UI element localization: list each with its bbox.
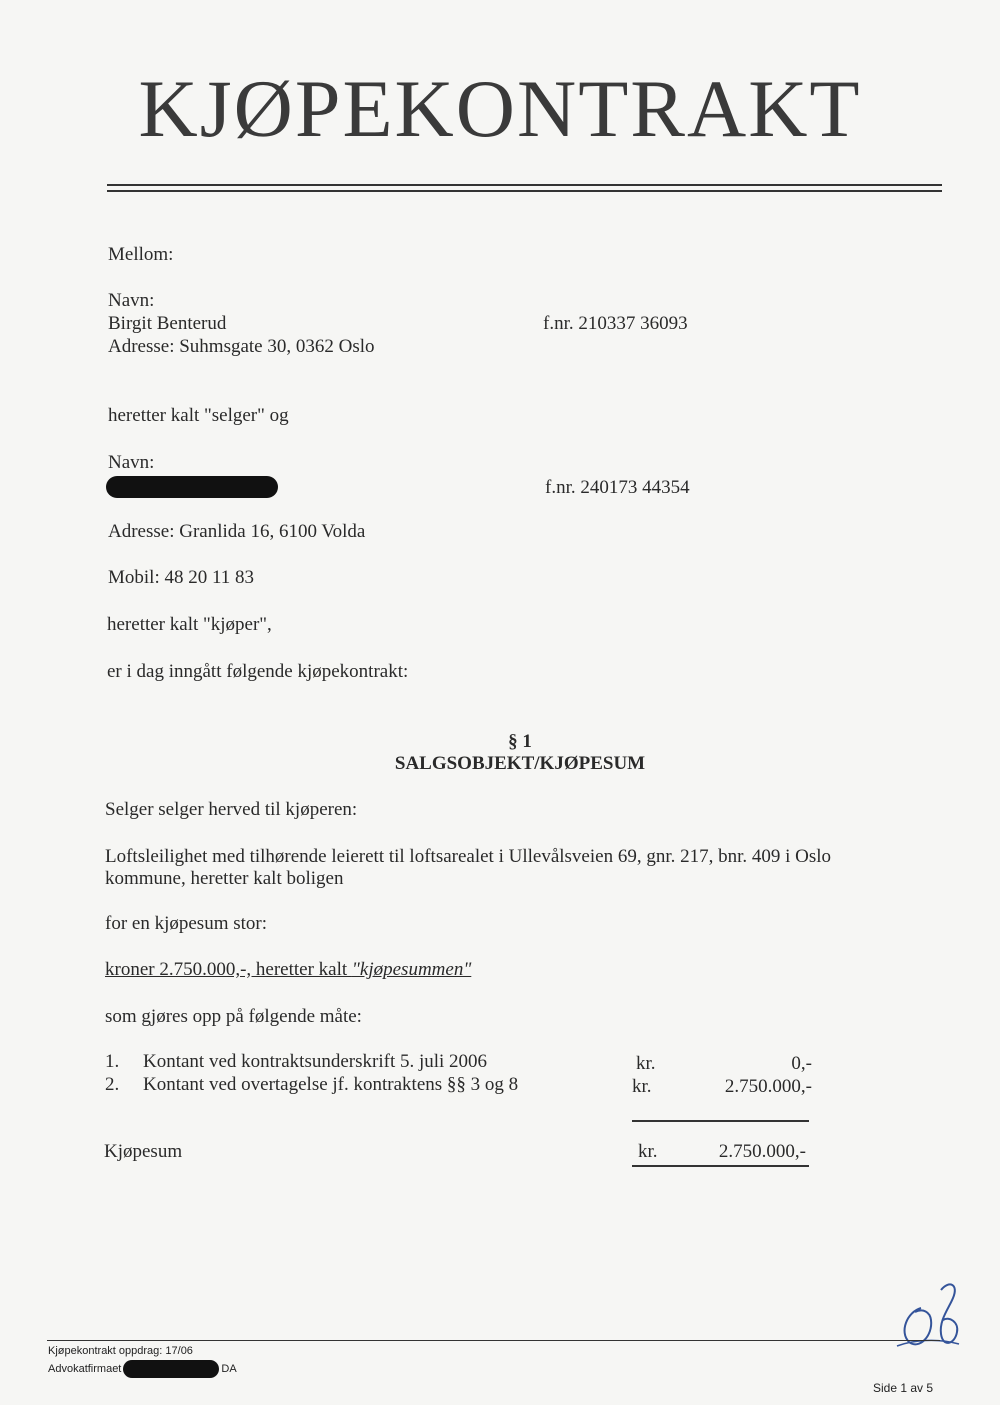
redacted-firm-name: [123, 1360, 219, 1378]
payment-2-text: Kontant ved overtagelse jf. kontraktens §§ 3 og 8: [143, 1074, 519, 1095]
object-line-1: Loftsleilighet med tilhørende leierett til loftsarealet i Ullevålsveien 69, gnr. 217, bnr. 409 i Oslo: [105, 846, 832, 867]
mellom-label: Mellom:: [108, 244, 174, 265]
page-number: Side 1 av 5: [873, 1381, 934, 1395]
document-title: KJØPEKONTRAKT: [138, 63, 862, 154]
total-underline: [632, 1165, 809, 1167]
footer-rule: [47, 1340, 940, 1341]
subtotal-rule: [632, 1120, 809, 1122]
payment-1-text: Kontant ved kontraktsunderskrift 5. juli 2006: [143, 1051, 488, 1072]
payment-1-currency: kr.: [636, 1053, 656, 1074]
payment-2-num: 2.: [105, 1074, 120, 1095]
title-rule-top: [107, 184, 942, 186]
initials-signature: [893, 1270, 973, 1360]
payment-1-num: 1.: [105, 1051, 120, 1072]
price-for-text: for en kjøpesum stor:: [105, 913, 268, 934]
price-amount: kroner 2.750.000,-, heretter kalt: [105, 959, 352, 980]
footer-firm-prefix: Advokatfirmaet: [48, 1362, 122, 1375]
price-term: "kjøpesummen": [351, 959, 472, 980]
total-currency: kr.: [638, 1141, 658, 1162]
footer-reference: Kjøpekontrakt oppdrag: 17/06: [48, 1345, 193, 1357]
payment-2-amount: 2.750.000,-: [724, 1076, 812, 1097]
payment-2-currency: kr.: [632, 1076, 652, 1097]
redacted-buyer-name: [106, 476, 278, 498]
seller-called: heretter kalt "selger" og: [108, 405, 289, 426]
total-label: Kjøpesum: [104, 1141, 183, 1162]
seller-navn-label: Navn:: [108, 290, 155, 311]
section-number: § 1: [508, 731, 532, 752]
buyer-address: Adresse: Granlida 16, 6100 Volda: [108, 521, 366, 542]
buyer-navn-label: Navn:: [108, 452, 155, 473]
buyer-mobile: Mobil: 48 20 11 83: [108, 567, 255, 588]
payment-1-amount: 0,-: [791, 1053, 812, 1074]
seller-address: Adresse: Suhmsgate 30, 0362 Oslo: [108, 336, 375, 357]
title-rule-bottom: [107, 190, 942, 192]
footer-firm-suffix: DA: [221, 1362, 237, 1375]
object-line-2: kommune, heretter kalt boligen: [105, 868, 344, 889]
total-amount: 2.750.000,-: [718, 1141, 806, 1162]
section-heading: SALGSOBJEKT/KJØPESUM: [394, 753, 646, 774]
seller-name: Birgit Benterud: [108, 313, 227, 334]
buyer-called: heretter kalt "kjøper",: [107, 614, 272, 635]
contract-intro: er i dag inngått følgende kjøpekontrakt:: [107, 661, 409, 682]
price-amount-line: [105, 959, 471, 981]
buyer-fnr: f.nr. 240173 44354: [545, 477, 690, 498]
sells-text: Selger selger herved til kjøperen:: [105, 799, 358, 820]
footer-firm: [48, 1360, 237, 1378]
seller-fnr: f.nr. 210337 36093: [543, 313, 688, 334]
payment-intro: som gjøres opp på følgende måte:: [105, 1006, 362, 1027]
